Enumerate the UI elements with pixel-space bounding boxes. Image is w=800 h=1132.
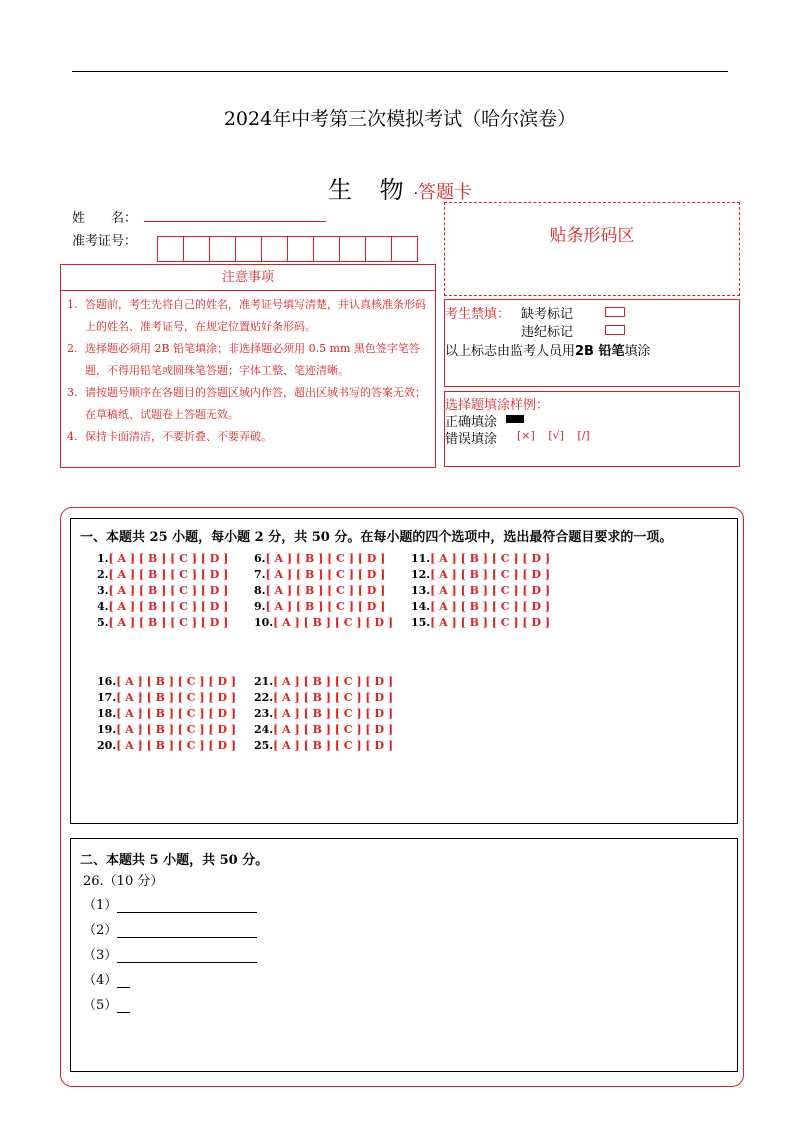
- proctor-note: [445, 340, 651, 359]
- notice-item: [67, 382, 431, 426]
- question-18[interactable]: 18.[ A ] [ B ] [ C ] [ D ]: [97, 707, 237, 720]
- notice-text: 保持卡面清洁，不要折叠、不要弄破。: [85, 430, 272, 443]
- wrong-fill-samples: [517, 429, 590, 442]
- proctor-note-bold: 2B 铅笔: [575, 344, 625, 359]
- id-digit-box[interactable]: [183, 236, 210, 262]
- question-21[interactable]: 21.[ A ] [ B ] [ C ] [ D ]: [254, 675, 394, 688]
- question-24[interactable]: 24.[ A ] [ B ] [ C ] [ D ]: [254, 723, 394, 736]
- name-label: 姓 名：: [72, 211, 138, 226]
- section-1-box: [70, 518, 738, 824]
- notice-num: 3.: [67, 386, 78, 399]
- question-23[interactable]: 23.[ A ] [ B ] [ C ] [ D ]: [254, 707, 394, 720]
- question-7[interactable]: 7.[ A ] [ B ] [ C ] [ D ]: [254, 568, 386, 581]
- id-digit-box[interactable]: [287, 236, 314, 262]
- notice-item: [67, 426, 431, 448]
- answer-line[interactable]: [117, 1000, 130, 1013]
- notice-num: 1.: [67, 298, 78, 311]
- violation-mark-box[interactable]: [605, 325, 625, 335]
- sample-title: 选择题填涂样例：: [445, 398, 550, 413]
- correct-fill-sample: [506, 415, 524, 423]
- id-digit-box[interactable]: [339, 236, 366, 262]
- fill-sample-box: [444, 391, 740, 467]
- answer-card-label: 答题卡: [418, 182, 473, 203]
- question-26-label: 26.（10 分）: [83, 874, 164, 889]
- question-15[interactable]: 15.[ A ] [ B ] [ C ] [ D ]: [411, 616, 551, 629]
- notice-list: [67, 294, 431, 448]
- question-12[interactable]: 12.[ A ] [ B ] [ C ] [ D ]: [411, 568, 551, 581]
- question-6[interactable]: 6.[ A ] [ B ] [ C ] [ D ]: [254, 552, 386, 565]
- notice-item: [67, 294, 431, 338]
- id-label: 准考证号：: [72, 234, 138, 249]
- question-25[interactable]: 25.[ A ] [ B ] [ C ] [ D ]: [254, 739, 394, 752]
- proctor-marks-box: [444, 299, 740, 387]
- notice-title: 注意事项: [61, 265, 435, 291]
- subquestion-3: [83, 944, 257, 963]
- question-4[interactable]: 4.[ A ] [ B ] [ C ] [ D ]: [97, 600, 229, 613]
- proctor-title: 考生禁填：: [445, 307, 511, 322]
- subject-separator: ·: [413, 186, 419, 202]
- name-field[interactable]: [144, 221, 326, 222]
- notice-text: 答题前，考生先将自己的姓名，准考证号填写清楚，并认真核准条形码上的姓名、准考证号，在规定位置贴好条形码。: [85, 298, 426, 333]
- violation-label: 违纪标记: [521, 325, 574, 340]
- question-20[interactable]: 20.[ A ] [ B ] [ C ] [ D ]: [97, 739, 237, 752]
- question-8[interactable]: 8.[ A ] [ B ] [ C ] [ D ]: [254, 584, 386, 597]
- wrong-label: 错误填涂: [445, 432, 498, 447]
- exam-title: 2024年中考第三次模拟考试（哈尔滨卷）: [223, 108, 577, 130]
- notice-text: 请按题号顺序在各题目的答题区域内作答，超出区域书写的答案无效；在草稿纸、试题卷上答题无效。: [85, 386, 426, 421]
- subject-name: 生 物: [327, 176, 414, 204]
- subquestion-label: （5）: [83, 998, 118, 1013]
- question-16[interactable]: 16.[ A ] [ B ] [ C ] [ D ]: [97, 675, 237, 688]
- question-22[interactable]: 22.[ A ] [ B ] [ C ] [ D ]: [254, 691, 394, 704]
- id-digit-box[interactable]: [209, 236, 236, 262]
- question-9[interactable]: 9.[ A ] [ B ] [ C ] [ D ]: [254, 600, 386, 613]
- id-digit-box[interactable]: [261, 236, 288, 262]
- notice-num: 2.: [67, 342, 78, 355]
- barcode-area: [444, 202, 740, 296]
- id-number-boxes[interactable]: [158, 236, 418, 262]
- subquestion-4: [83, 969, 130, 988]
- subquestion-2: [83, 919, 257, 938]
- question-19[interactable]: 19.[ A ] [ B ] [ C ] [ D ]: [97, 723, 237, 736]
- subquestion-label: （4）: [83, 973, 118, 988]
- question-14[interactable]: 14.[ A ] [ B ] [ C ] [ D ]: [411, 600, 551, 613]
- question-2[interactable]: 2.[ A ] [ B ] [ C ] [ D ]: [97, 568, 229, 581]
- section-1-header: 一、本题共 25 小题，每小题 2 分，共 50 分。在每小题的四个选项中，选出最符合题目要求的一项。: [80, 530, 673, 545]
- answer-line[interactable]: [117, 975, 130, 988]
- id-digit-box[interactable]: [391, 236, 418, 262]
- question-17[interactable]: 17.[ A ] [ B ] [ C ] [ D ]: [97, 691, 237, 704]
- notice-num: 4.: [67, 430, 78, 443]
- top-rule: [72, 71, 728, 72]
- question-11[interactable]: 11.[ A ] [ B ] [ C ] [ D ]: [411, 552, 551, 565]
- question-10[interactable]: 10.[ A ] [ B ] [ C ] [ D ]: [254, 616, 394, 629]
- section-2-box: [70, 838, 738, 1072]
- absent-label: 缺考标记: [521, 307, 574, 322]
- answer-line[interactable]: [117, 925, 257, 938]
- correct-label: 正确填涂: [445, 415, 498, 430]
- wrong-mark-slash: [/]: [577, 429, 590, 442]
- barcode-label: 贴条形码区: [549, 226, 635, 246]
- id-digit-box[interactable]: [313, 236, 340, 262]
- id-digit-box[interactable]: [235, 236, 262, 262]
- question-1[interactable]: 1.[ A ] [ B ] [ C ] [ D ]: [97, 552, 229, 565]
- answer-line[interactable]: [117, 900, 257, 913]
- question-13[interactable]: 13.[ A ] [ B ] [ C ] [ D ]: [411, 584, 551, 597]
- notice-box: [60, 264, 436, 468]
- id-digit-box[interactable]: [157, 236, 184, 262]
- notice-text: 选择题必须用 2B 铅笔填涂；非选择题必须用 0.5 mm 黑色签字笔答题，不得用铅笔或圆珠笔答题；字体工整、笔迹清晰。: [85, 342, 420, 377]
- question-3[interactable]: 3.[ A ] [ B ] [ C ] [ D ]: [97, 584, 229, 597]
- subquestion-label: （2）: [83, 923, 118, 938]
- absent-mark-box[interactable]: [605, 307, 625, 317]
- wrong-mark-cross: [×]: [517, 429, 535, 442]
- question-5[interactable]: 5.[ A ] [ B ] [ C ] [ D ]: [97, 616, 229, 629]
- id-digit-box[interactable]: [365, 236, 392, 262]
- notice-item: [67, 338, 431, 382]
- proctor-note-post: 填涂: [624, 344, 651, 359]
- wrong-mark-check: [√]: [548, 429, 564, 442]
- subject-line: [0, 170, 800, 205]
- proctor-note-pre: 以上标志由监考人员用: [445, 344, 576, 359]
- subquestion-label: （1）: [83, 898, 118, 913]
- subquestion-1: [83, 894, 257, 913]
- subquestion-5: [83, 994, 130, 1013]
- subquestion-label: （3）: [83, 948, 118, 963]
- answer-line[interactable]: [117, 950, 257, 963]
- section-2-header: 二、本题共 5 小题，共 50 分。: [80, 853, 269, 868]
